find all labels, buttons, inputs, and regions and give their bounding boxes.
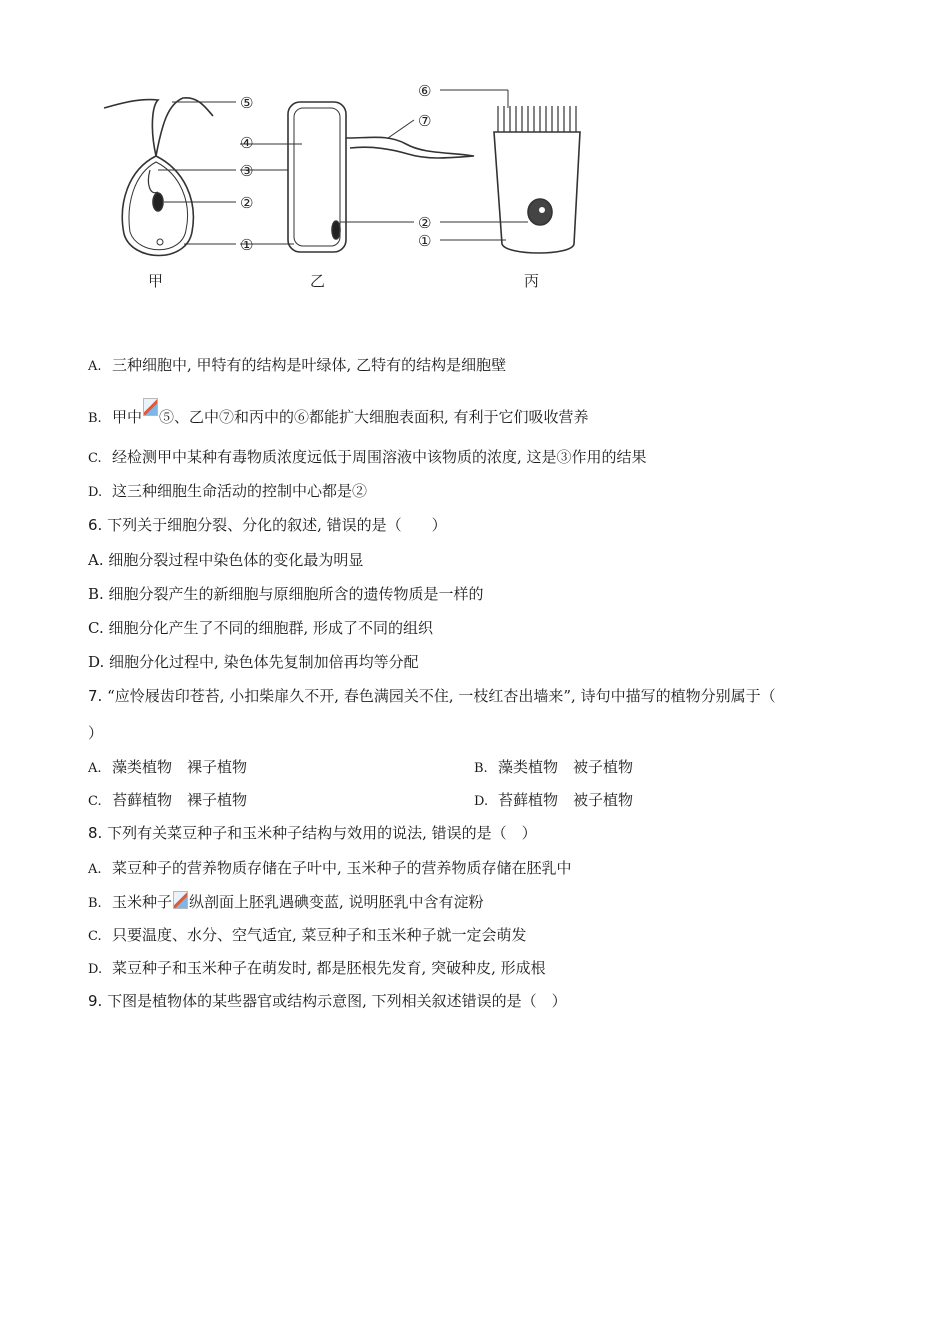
q8-option-c bbox=[88, 925, 527, 947]
q8-b-text-2: 纵剖面上胚乳遇碘变蓝, 说明胚乳中含有淀粉 bbox=[189, 893, 484, 911]
q5-option-b bbox=[88, 398, 589, 429]
q8-stem bbox=[88, 823, 537, 843]
label-yi: 乙 bbox=[310, 272, 326, 290]
label-c7: ⑦ bbox=[418, 112, 432, 130]
yi-root-hair bbox=[346, 137, 474, 158]
q7-stem-text: “应怜屐齿印苍苔, 小扣柴扉久不开, 春色满园关不住, 一枝红杏出墙来”, 诗句中描写的植物分别属于（ bbox=[107, 687, 776, 705]
label-c1-bing: ① bbox=[418, 232, 432, 250]
label-jia: 甲 bbox=[148, 272, 164, 290]
q7-d-letter: D. bbox=[474, 794, 489, 809]
jia-nucleus bbox=[153, 193, 163, 211]
q6-option-c: C. 细胞分化产生了不同的细胞群, 形成了不同的组织 bbox=[88, 619, 434, 637]
q7-a-text: 藻类植物 裸子植物 bbox=[112, 758, 248, 776]
q9-stem bbox=[88, 991, 567, 1011]
q6-option-a: A. 细胞分裂过程中染色体的变化最为明显 bbox=[88, 551, 364, 569]
cell-diagram-svg bbox=[88, 74, 608, 300]
q5-option-a bbox=[88, 355, 506, 377]
bing-cell-outline bbox=[494, 132, 580, 253]
q7-d-text: 苔藓植物 被子植物 bbox=[498, 791, 634, 809]
q7-a-letter: A. bbox=[88, 761, 102, 776]
q7-b-letter: B. bbox=[474, 761, 488, 776]
q5-b-text-2: ⑤、乙中⑦和丙中的⑥都能扩大细胞表面积, 有利于它们吸收营养 bbox=[159, 408, 589, 426]
q7-stem bbox=[88, 686, 776, 706]
q8-c-text: 只要温度、水分、空气适宜, 菜豆种子和玉米种子就一定会萌发 bbox=[112, 926, 527, 944]
yi-nucleus bbox=[332, 221, 340, 239]
label-c5-jia: ⑤ bbox=[240, 94, 254, 112]
label-c2-jia: ② bbox=[240, 194, 254, 212]
label-c1-jia: ① bbox=[240, 236, 254, 254]
q8-c-letter: C. bbox=[88, 929, 102, 944]
jia-flagella-2 bbox=[156, 98, 213, 156]
q7-number: 7. bbox=[88, 687, 103, 705]
label-c4: ④ bbox=[240, 134, 254, 152]
q7-option-b bbox=[474, 757, 633, 779]
q5-option-c bbox=[88, 447, 647, 469]
q5-a-letter: A. bbox=[88, 359, 102, 374]
q5-c-text: 经检测甲中某种有毒物质浓度远低于周围溶液中该物质的浓度, 这是③作用的结果 bbox=[112, 448, 647, 466]
q5-d-text: 这三种细胞生命活动的控制中心都是② bbox=[112, 482, 368, 500]
label-c3: ③ bbox=[240, 162, 254, 180]
q8-number: 8. bbox=[88, 824, 103, 842]
q7-option-c bbox=[88, 790, 247, 812]
q8-a-letter: A. bbox=[88, 862, 102, 877]
q5-option-d bbox=[88, 481, 367, 503]
jia-gullet bbox=[148, 170, 158, 193]
q8-option-b bbox=[88, 891, 484, 914]
q7-option-d bbox=[474, 790, 633, 812]
q7-stem-end: ） bbox=[88, 724, 104, 742]
q5-a-text: 三种细胞中, 甲特有的结构是叶绿体, 乙特有的结构是细胞壁 bbox=[112, 356, 507, 374]
q6-stem-text: 下列关于细胞分裂、分化的叙述, 错误的是（ ） bbox=[107, 516, 447, 534]
q7-c-letter: C. bbox=[88, 794, 102, 809]
q8-d-text: 菜豆种子和玉米种子在萌发时, 都是胚根先发育, 突破种皮, 形成根 bbox=[112, 959, 546, 977]
q7-b-text: 藻类植物 被子植物 bbox=[498, 758, 634, 776]
q7-option-a bbox=[88, 757, 247, 779]
q5-d-letter: D. bbox=[88, 485, 103, 500]
cell-diagram bbox=[88, 74, 608, 300]
q8-d-letter: D. bbox=[88, 962, 103, 977]
q9-number: 9. bbox=[88, 992, 103, 1010]
broken-image-icon bbox=[173, 891, 188, 909]
broken-image-icon bbox=[143, 398, 158, 416]
q8-b-text-1: 玉米种子 bbox=[112, 893, 173, 911]
bing-microvilli bbox=[498, 106, 576, 132]
q6-option-d: D. 细胞分化过程中, 染色体先复制加倍再均等分配 bbox=[88, 653, 419, 671]
label-c2-bing: ② bbox=[418, 214, 432, 232]
q6-stem bbox=[88, 515, 447, 535]
q5-c-letter: C. bbox=[88, 451, 102, 466]
q5-b-letter: B. bbox=[88, 411, 102, 426]
q9-stem-text: 下图是植物体的某些器官或结构示意图, 下列相关叙述错误的是（ ） bbox=[107, 992, 567, 1010]
label-bing: 丙 bbox=[524, 272, 540, 290]
q7-c-text: 苔藓植物 裸子植物 bbox=[112, 791, 248, 809]
jia-vacuole bbox=[157, 239, 163, 245]
q6-number: 6. bbox=[88, 516, 103, 534]
q8-option-a bbox=[88, 858, 572, 880]
q8-a-text: 菜豆种子的营养物质存储在子叶中, 玉米种子的营养物质存储在胚乳中 bbox=[112, 859, 572, 877]
q8-option-d bbox=[88, 958, 546, 980]
jia-flagella bbox=[104, 100, 158, 156]
q8-b-letter: B. bbox=[88, 896, 102, 911]
q8-stem-text: 下列有关菜豆种子和玉米种子结构与效用的说法, 错误的是（ ） bbox=[107, 824, 537, 842]
q5-b-text-1: 甲中 bbox=[112, 408, 143, 426]
label-c6: ⑥ bbox=[418, 82, 432, 100]
q6-option-b: B. 细胞分裂产生的新细胞与原细胞所含的遗传物质是一样的 bbox=[88, 585, 484, 603]
